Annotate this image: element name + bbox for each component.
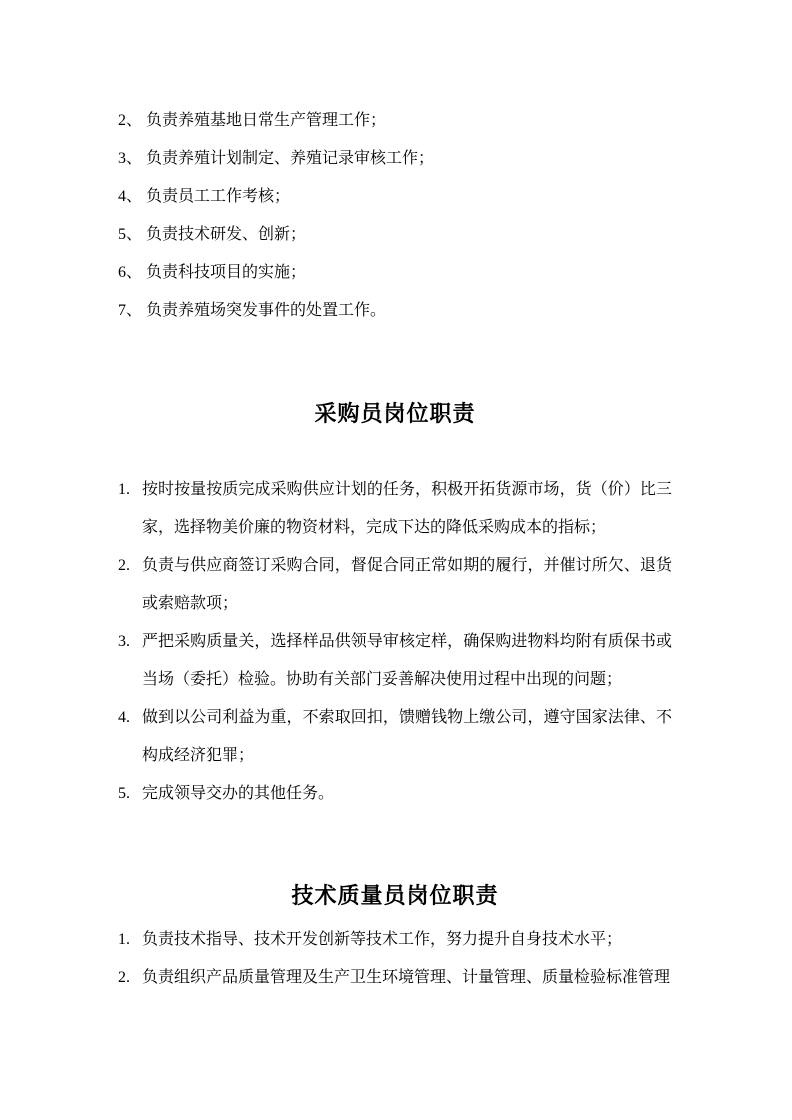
list-item	[118, 547, 672, 623]
list-item-marker: 2.	[118, 969, 130, 986]
list-item	[118, 102, 672, 140]
list-item-marker: 1.	[118, 481, 130, 498]
list-item-text: 负责技术指导、技术开发创新等技术工作，努力提升自身技术水平；	[142, 931, 623, 948]
list-item	[118, 216, 672, 254]
list-item-marker: 4.	[118, 709, 130, 726]
list-item-marker: 2、	[118, 112, 143, 129]
list-item	[118, 959, 672, 997]
continued-duty-list	[118, 102, 672, 330]
list-item-text: 负责养殖计划制定、养殖记录审核工作；	[146, 150, 435, 167]
list-item-text: 做到以公司利益为重，不索取回扣，馈赠钱物上缴公司，遵守国家法律、不构成经济犯罪；	[142, 709, 672, 764]
section-title-tech-quality: 技术质量员岗位职责	[291, 883, 499, 908]
list-item-marker: 6、	[118, 264, 143, 281]
list-item-text: 负责科技项目的实施；	[146, 264, 307, 281]
list-item	[118, 623, 672, 699]
list-item-text: 完成领导交办的其他任务。	[142, 785, 335, 802]
list-item-text: 负责员工工作考核；	[146, 188, 291, 205]
list-item	[118, 775, 672, 813]
list-item-marker: 5.	[118, 785, 130, 802]
list-item	[118, 140, 672, 178]
list-item	[118, 178, 672, 216]
list-item	[118, 699, 672, 775]
purchaser-duty-list	[118, 471, 672, 813]
list-item-marker: 2.	[118, 557, 130, 574]
tech-quality-duty-list	[118, 921, 672, 997]
list-item-text: 负责养殖基地日常生产管理工作；	[146, 112, 387, 129]
list-item	[118, 254, 672, 292]
list-item	[118, 471, 672, 547]
list-item	[118, 292, 672, 330]
list-item-marker: 3、	[118, 150, 143, 167]
list-item	[118, 921, 672, 959]
list-item-marker: 1.	[118, 931, 130, 948]
list-item-text: 负责技术研发、创新；	[146, 226, 307, 243]
list-item-text: 负责与供应商签订采购合同，督促合同正常如期的履行，并催讨所欠、退货或索赔款项；	[142, 557, 672, 612]
list-item-text: 按时按量按质完成采购供应计划的任务，积极开拓货源市场，货（价）比三家，选择物美价廉的物资材料，完成下达的降低采购成本的指标；	[142, 481, 672, 536]
list-item-marker: 3.	[118, 633, 130, 650]
list-item-text: 负责组织产品质量管理及生产卫生环境管理、计量管理、质量检验标准管理	[142, 969, 671, 986]
section-title-purchaser: 采购员岗位职责	[314, 401, 476, 426]
list-item-marker: 7、	[118, 302, 143, 319]
list-item-marker: 4、	[118, 188, 143, 205]
list-item-text: 严把采购质量关，选择样品供领导审核定样，确保购进物料均附有质保书或当场（委托）检验。协助有关部门妥善解决使用过程中出现的问题；	[142, 633, 672, 688]
list-item-text: 负责养殖场突发事件的处置工作。	[146, 302, 387, 319]
list-item-marker: 5、	[118, 226, 143, 243]
